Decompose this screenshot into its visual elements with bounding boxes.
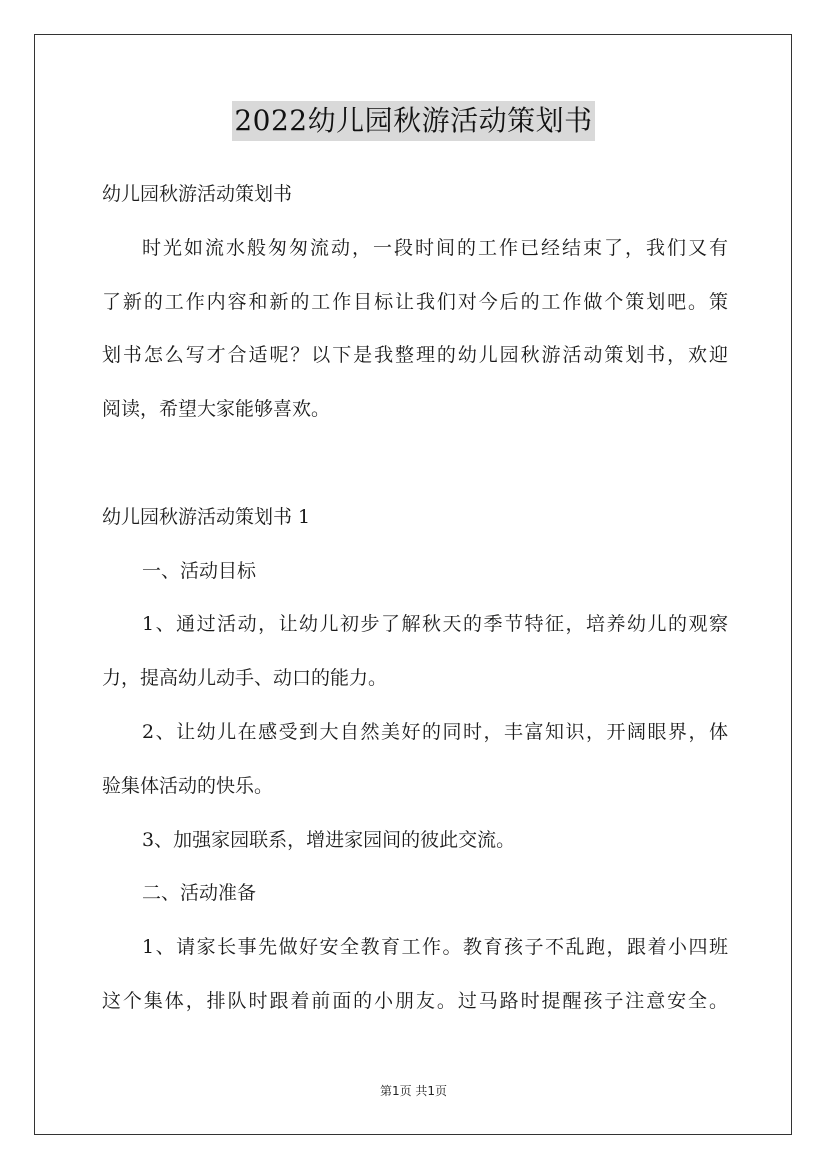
body-line-intro-4: 阅读，希望大家能够喜欢。: [102, 398, 331, 421]
prep-1-line-1: 1、请家长事先做好安全教育工作。教育孩子不乱跑，跟着小四班: [142, 936, 728, 959]
goal-2-line-1: 2、让幼儿在感受到大自然美好的同时，丰富知识，开阔眼界，体: [142, 720, 728, 743]
document-body: [102, 168, 728, 1029]
body-line-heading: 幼儿园秋游活动策划书: [102, 183, 293, 205]
subheading-goals: 一、活动目标: [142, 559, 257, 582]
body-line-intro-2: 了新的工作内容和新的工作目标让我们对今后的工作做个策划吧。策: [102, 290, 728, 313]
goal-3: 3、加强家园联系，增进家园间的彼此交流。: [142, 828, 516, 851]
title-container: [0, 101, 827, 141]
paragraph-gap: [102, 437, 728, 491]
goal-2-line-2: 验集体活动的快乐。: [102, 774, 274, 797]
document-title: 2022幼儿园秋游活动策划书: [232, 101, 594, 141]
body-line-intro-3: 划书怎么写才合适呢？以下是我整理的幼儿园秋游活动策划书，欢迎: [102, 344, 728, 367]
body-line-intro-1: 时光如流水般匆匆流动，一段时间的工作已经结束了，我们又有: [142, 236, 728, 259]
goal-1-line-1: 1、通过活动，让幼儿初步了解秋天的季节特征，培养幼儿的观察: [142, 613, 728, 636]
section-heading: 幼儿园秋游活动策划书 1: [102, 505, 311, 528]
prep-1-line-2: 这个集体，排队时跟着前面的小朋友。过马路时提醒孩子注意安全。: [102, 989, 728, 1012]
goal-1-line-2: 力，提高幼儿动手、动口的能力。: [102, 667, 388, 690]
page-footer: 第1页 共1页: [379, 1084, 448, 1098]
subheading-preparation: 二、活动准备: [142, 882, 257, 905]
